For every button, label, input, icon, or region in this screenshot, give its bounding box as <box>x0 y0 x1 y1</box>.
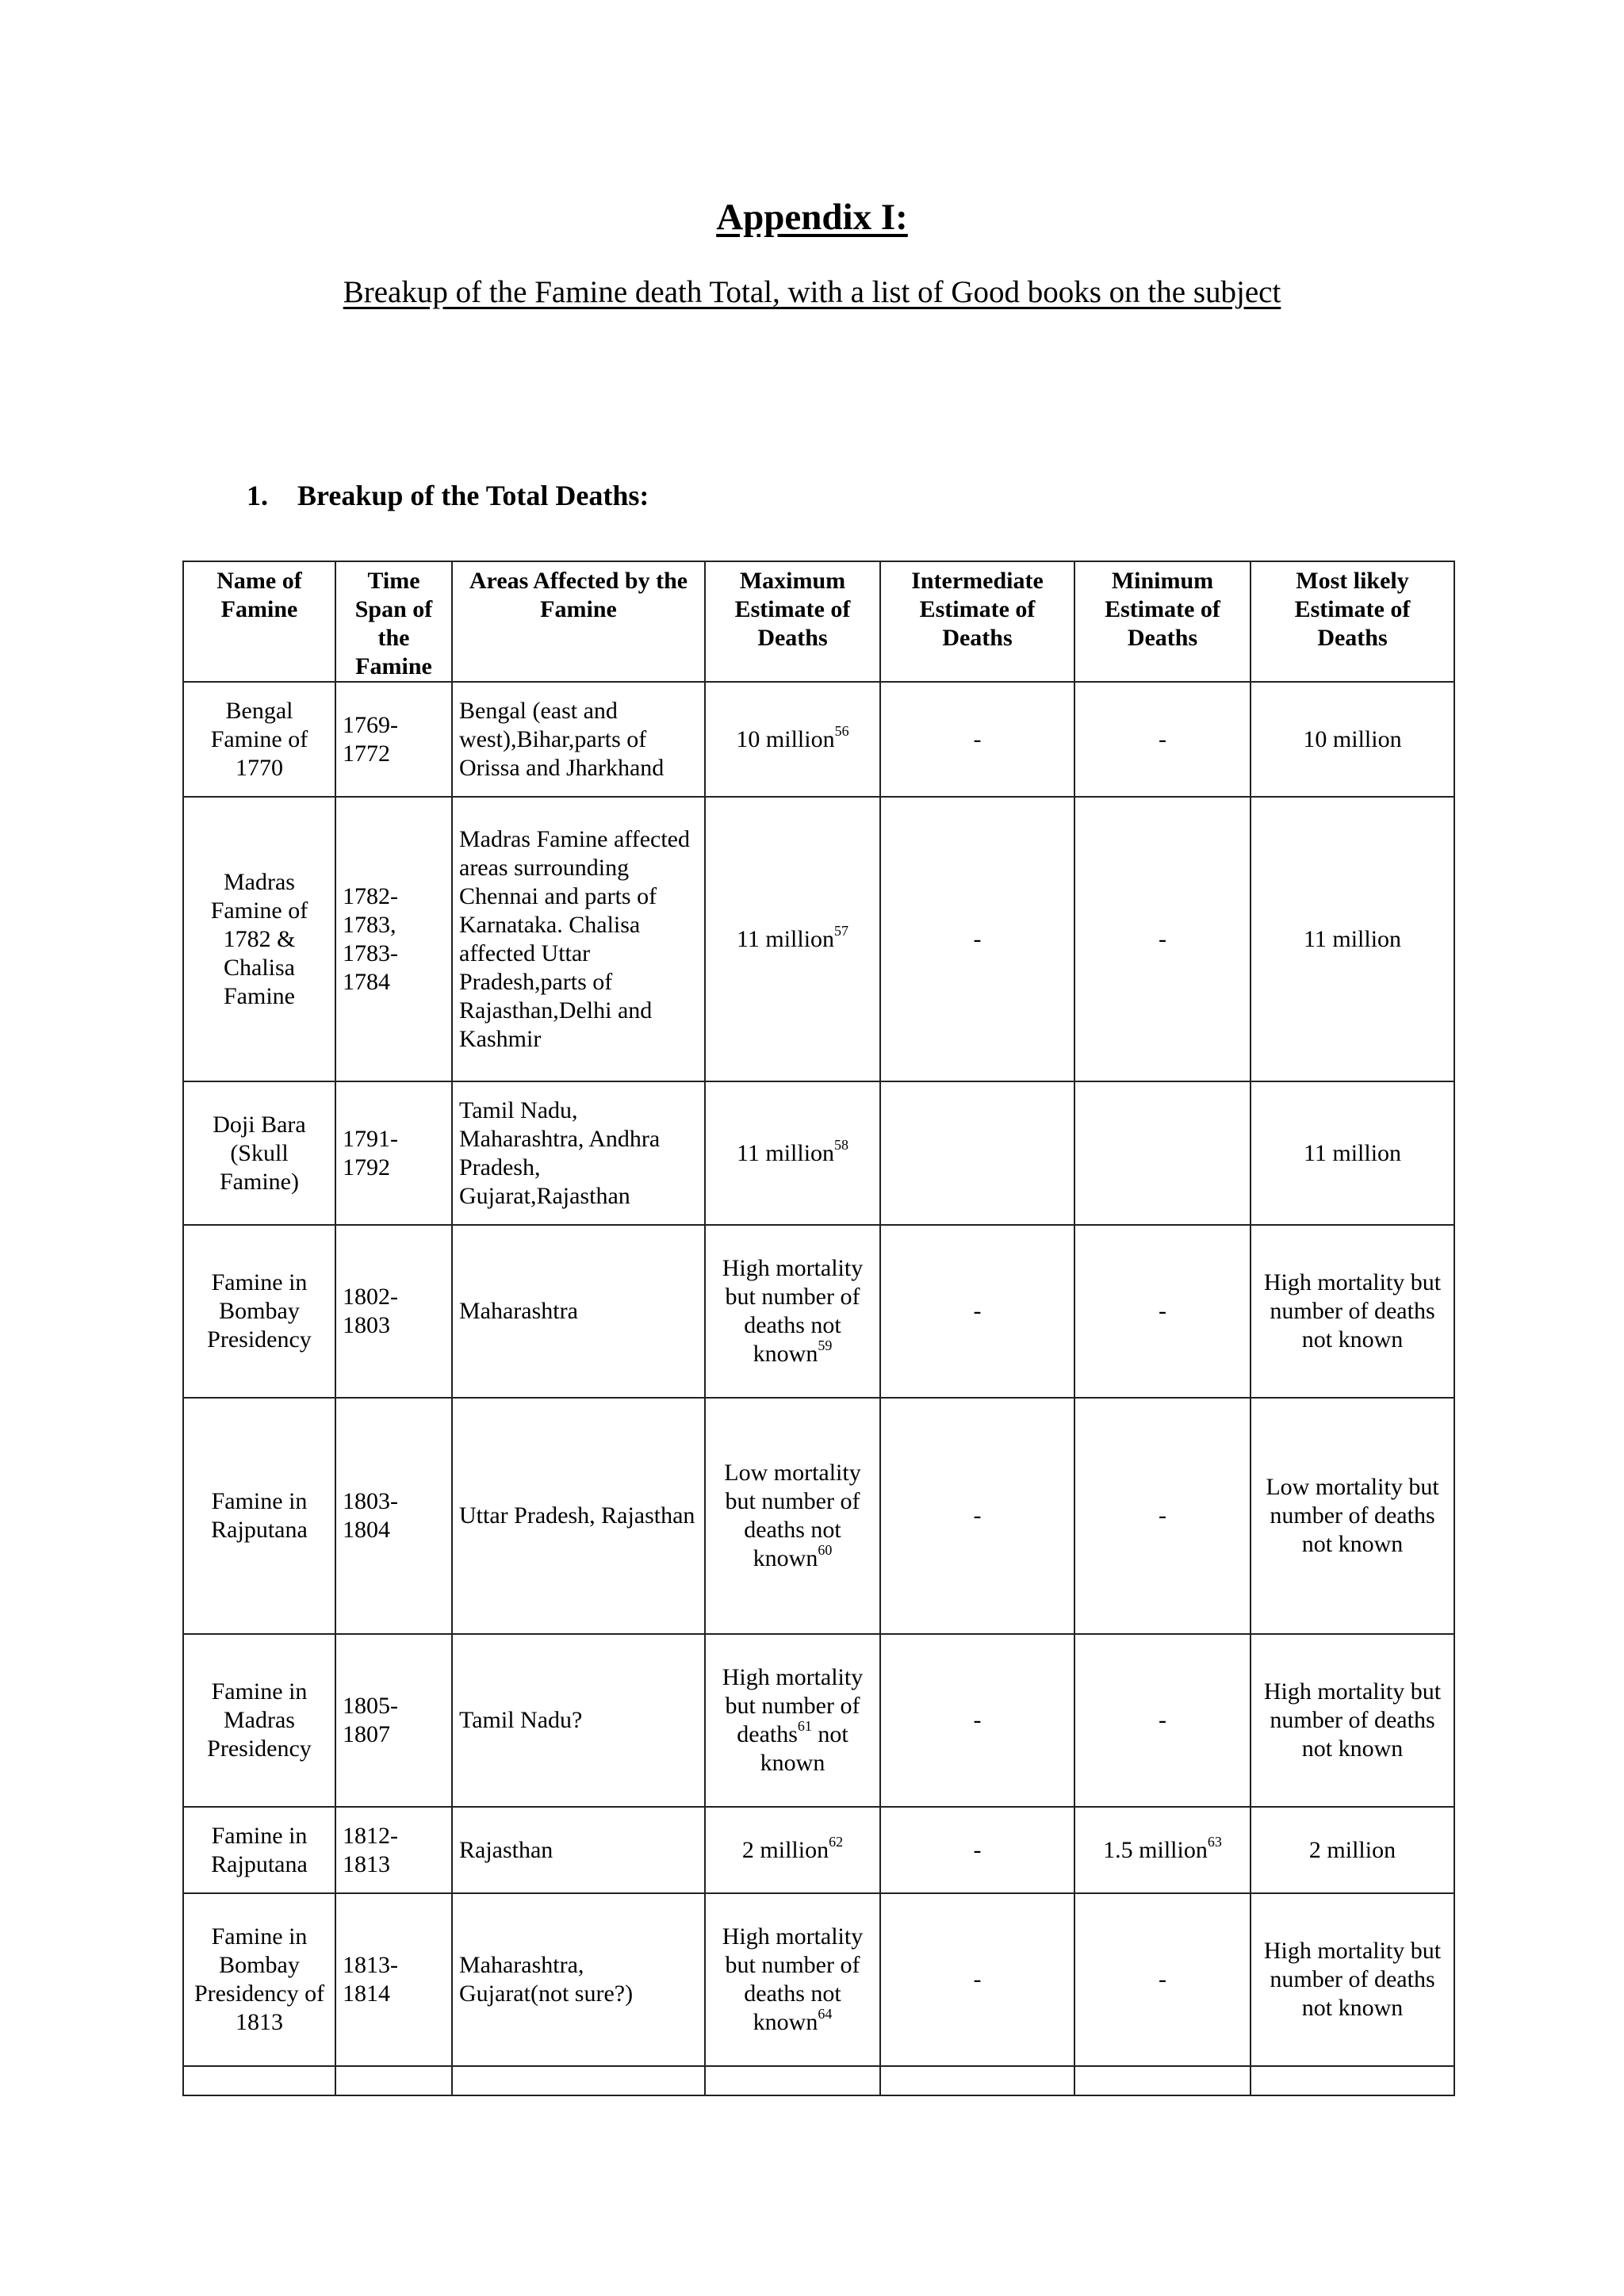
footnote-ref: 61 <box>797 1718 812 1734</box>
famine-name-cell: Bengal Famine of 1770 <box>183 682 335 797</box>
empty-cell <box>1251 2066 1454 2095</box>
column-header: Name of Famine <box>183 561 335 682</box>
footnote-ref: 56 <box>834 722 849 739</box>
max-estimate-text: 10 million <box>736 725 835 752</box>
footnote-ref: 64 <box>818 2006 833 2022</box>
table-row <box>183 1081 1454 1225</box>
time-span-cell: 1803- 1804 <box>335 1398 452 1634</box>
page-title: Appendix I: <box>716 197 908 238</box>
famine-name-cell: Madras Famine of 1782 & Chalisa Famine <box>183 797 335 1081</box>
empty-cell <box>1074 2066 1251 2095</box>
areas-cell: Uttar Pradesh, Rajasthan <box>452 1398 705 1634</box>
min-estimate-cell <box>1074 1634 1251 1807</box>
empty-cell <box>880 2066 1074 2095</box>
max-estimate-text: 11 million <box>736 925 835 952</box>
max-estimate-text-tail: not known <box>760 1721 848 1776</box>
likely-estimate-cell: Low mortality but number of deaths not known <box>1251 1398 1454 1634</box>
table-row <box>183 1634 1454 1807</box>
column-header: Areas Affected by the Famine <box>452 561 705 682</box>
footnote-ref: 60 <box>818 1542 833 1558</box>
areas-cell: Maharashtra, Gujarat(not sure?) <box>452 1893 705 2066</box>
column-header: Most likely Estimate of Deaths <box>1251 561 1454 682</box>
column-header: Intermediate Estimate of Deaths <box>880 561 1074 682</box>
table-row <box>183 797 1454 1081</box>
time-span-cell: 1802- 1803 <box>335 1225 452 1398</box>
famine-name-cell: Doji Bara (Skull Famine) <box>183 1081 335 1225</box>
max-estimate-cell <box>705 1081 880 1225</box>
areas-cell: Tamil Nadu? <box>452 1634 705 1807</box>
page-subtitle: Breakup of the Famine death Total, with a list of Good books on the subject <box>343 275 1281 309</box>
section-number: 1. <box>247 480 268 511</box>
section-heading-text: Breakup of the Total Deaths: <box>297 480 649 511</box>
intermediate-estimate-cell: - <box>880 1893 1074 2066</box>
empty-cell <box>452 2066 705 2095</box>
min-estimate-cell <box>1074 797 1251 1081</box>
likely-estimate-cell: 11 million <box>1251 797 1454 1081</box>
footnote-ref: 63 <box>1207 1833 1222 1850</box>
time-span-cell: 1805- 1807 <box>335 1634 452 1807</box>
max-estimate-text: High mortality but number of deaths not known <box>722 1923 864 2035</box>
max-estimate-cell <box>705 1398 880 1634</box>
intermediate-estimate-cell: - <box>880 1807 1074 1893</box>
footnote-ref: 62 <box>829 1833 844 1850</box>
max-estimate-text: 2 million <box>741 1836 829 1863</box>
likely-estimate-cell: High mortality but number of deaths not known <box>1251 1893 1454 2066</box>
table-row <box>183 1893 1454 2066</box>
famine-name-cell: Famine in Rajputana <box>183 1807 335 1893</box>
max-estimate-cell <box>705 1893 880 2066</box>
empty-cell <box>705 2066 880 2095</box>
areas-cell: Tamil Nadu, Maharashtra, Andhra Pradesh, Gujarat,Rajasthan <box>452 1081 705 1225</box>
table-row <box>183 1398 1454 1634</box>
empty-cell <box>183 2066 335 2095</box>
areas-cell: Maharashtra <box>452 1225 705 1398</box>
table-row <box>183 1807 1454 1893</box>
column-header: Maximum Estimate of Deaths <box>705 561 880 682</box>
empty-cell <box>335 2066 452 2095</box>
famine-name-cell: Famine in Rajputana <box>183 1398 335 1634</box>
max-estimate-cell <box>705 1807 880 1893</box>
min-estimate-cell <box>1074 1398 1251 1634</box>
column-header: Time Span of the Famine <box>335 561 452 682</box>
min-estimate-cell <box>1074 682 1251 797</box>
time-span-cell: 1782- 1783, 1783- 1784 <box>335 797 452 1081</box>
max-estimate-text: High mortality but number of deaths <box>722 1664 864 1747</box>
table-row <box>183 1225 1454 1398</box>
min-estimate-cell <box>1074 1807 1251 1893</box>
min-estimate-text: - <box>1159 925 1166 952</box>
intermediate-estimate-cell: - <box>880 1398 1074 1634</box>
areas-cell: Bengal (east and west),Bihar,parts of Orissa and Jharkhand <box>452 682 705 797</box>
famine-name-cell: Famine in Madras Presidency <box>183 1634 335 1807</box>
max-estimate-cell <box>705 682 880 797</box>
footnote-ref: 58 <box>834 1136 849 1153</box>
intermediate-estimate-cell: - <box>880 1225 1074 1398</box>
intermediate-estimate-cell: - <box>880 1634 1074 1807</box>
footnote-ref: 57 <box>834 922 849 939</box>
max-estimate-text: High mortality but number of deaths not known <box>722 1255 864 1367</box>
max-estimate-text: Low mortality but number of deaths not known <box>724 1460 861 1571</box>
min-estimate-cell <box>1074 1081 1251 1225</box>
min-estimate-text: 1.5 million <box>1103 1836 1208 1863</box>
min-estimate-text: - <box>1159 1966 1166 1992</box>
table-header-row <box>183 561 1454 682</box>
min-estimate-cell <box>1074 1893 1251 2066</box>
empty-table-row <box>183 2066 1454 2095</box>
footnote-ref: 59 <box>818 1337 833 1353</box>
likely-estimate-cell: 11 million <box>1251 1081 1454 1225</box>
famine-name-cell: Famine in Bombay Presidency of 1813 <box>183 1893 335 2066</box>
min-estimate-text: - <box>1159 725 1166 752</box>
time-span-cell: 1791- 1792 <box>335 1081 452 1225</box>
max-estimate-text: 11 million <box>736 1139 835 1166</box>
min-estimate-text: - <box>1159 1502 1166 1529</box>
likely-estimate-cell: 10 million <box>1251 682 1454 797</box>
table-row <box>183 682 1454 797</box>
time-span-cell: 1812- 1813 <box>335 1807 452 1893</box>
famine-name-cell: Famine in Bombay Presidency <box>183 1225 335 1398</box>
likely-estimate-cell: High mortality but number of deaths not known <box>1251 1634 1454 1807</box>
min-estimate-cell <box>1074 1225 1251 1398</box>
areas-cell: Madras Famine affected areas surrounding Chennai and parts of Karnataka. Chalisa affected Uttar Pradesh,parts of Rajasthan,Delhi and Kashmir <box>452 797 705 1081</box>
likely-estimate-cell: 2 million <box>1251 1807 1454 1893</box>
areas-cell: Rajasthan <box>452 1807 705 1893</box>
max-estimate-cell <box>705 797 880 1081</box>
min-estimate-text: - <box>1159 1298 1166 1324</box>
intermediate-estimate-cell: - <box>880 682 1074 797</box>
time-span-cell: 1813- 1814 <box>335 1893 452 2066</box>
column-header: Minimum Estimate of Deaths <box>1074 561 1251 682</box>
max-estimate-cell <box>705 1634 880 1807</box>
time-span-cell: 1769- 1772 <box>335 682 452 797</box>
min-estimate-text: - <box>1159 1707 1166 1733</box>
intermediate-estimate-cell <box>880 1081 1074 1225</box>
intermediate-estimate-cell: - <box>880 797 1074 1081</box>
max-estimate-cell <box>705 1225 880 1398</box>
section-heading <box>247 479 649 512</box>
famine-deaths-table <box>182 561 1455 2096</box>
likely-estimate-cell: High mortality but number of deaths not known <box>1251 1225 1454 1398</box>
